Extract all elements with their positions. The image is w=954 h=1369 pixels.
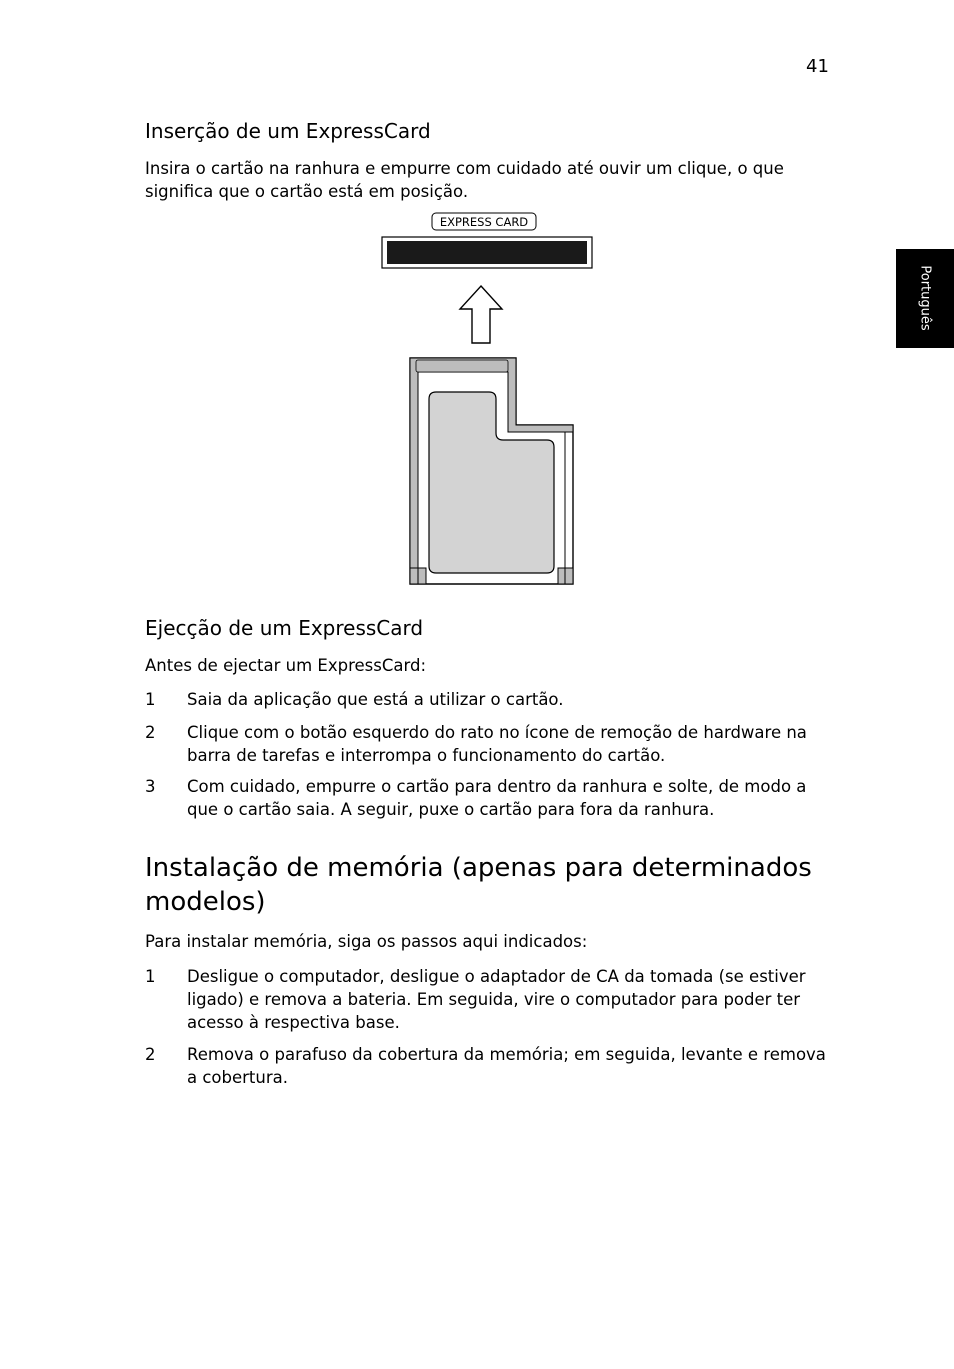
step-number: 2 — [145, 723, 156, 742]
page-number: 41 — [806, 56, 829, 77]
slot-label: EXPRESS CARD — [439, 215, 529, 229]
list-item — [145, 1043, 835, 1089]
list-item — [145, 721, 835, 767]
insert-arrow — [460, 286, 502, 343]
step-number: 2 — [145, 1045, 156, 1064]
language-tab-label: Português — [917, 265, 933, 331]
memory-intro: Para instalar memória, siga os passos aqui indicados: — [145, 932, 588, 951]
expresscard-illustration — [380, 210, 600, 590]
section-title-memory: Instalação de memória (apenas para determinados modelos) — [145, 853, 812, 917]
list-item — [145, 688, 835, 711]
eject-intro: Antes de ejectar um ExpressCard: — [145, 656, 427, 675]
list-item — [145, 775, 835, 821]
step-text: Clique com o botão esquerdo do rato no ícone de remoção de hardware na barra de tarefas e interrompa o funcionamento do cartão. — [187, 723, 807, 765]
section-title-insert: Inserção de um ExpressCard — [145, 119, 431, 143]
language-tab — [896, 249, 954, 348]
card-label-area — [429, 392, 554, 573]
eject-steps — [145, 688, 835, 821]
step-text: Com cuidado, empurre o cartão para dentro da ranhura e solte, de modo a que o cartão saia. A seguir, puxe o cartão para fora da ranhura. — [187, 777, 807, 819]
section-title-eject: Ejecção de um ExpressCard — [145, 616, 424, 640]
card-slot-opening — [387, 241, 587, 264]
step-number: 1 — [145, 967, 156, 986]
step-text: Saia da aplicação que está a utilizar o cartão. — [187, 690, 564, 709]
list-item — [145, 965, 835, 1034]
step-number: 1 — [145, 690, 156, 709]
step-text: Desligue o computador, desligue o adaptador de CA da tomada (se estiver ligado) e remova a bateria. Em seguida, vire o computador para poder ter acesso à respectiva base. — [187, 967, 806, 1032]
insert-paragraph: Insira o cartão na ranhura e empurre com cuidado até ouvir um clique, o que significa que o cartão está em posição. — [145, 159, 784, 201]
memory-steps — [145, 965, 835, 1089]
step-text: Remova o parafuso da cobertura da memória; em seguida, levante e remova a cobertura. — [187, 1045, 826, 1087]
step-number: 3 — [145, 777, 156, 796]
